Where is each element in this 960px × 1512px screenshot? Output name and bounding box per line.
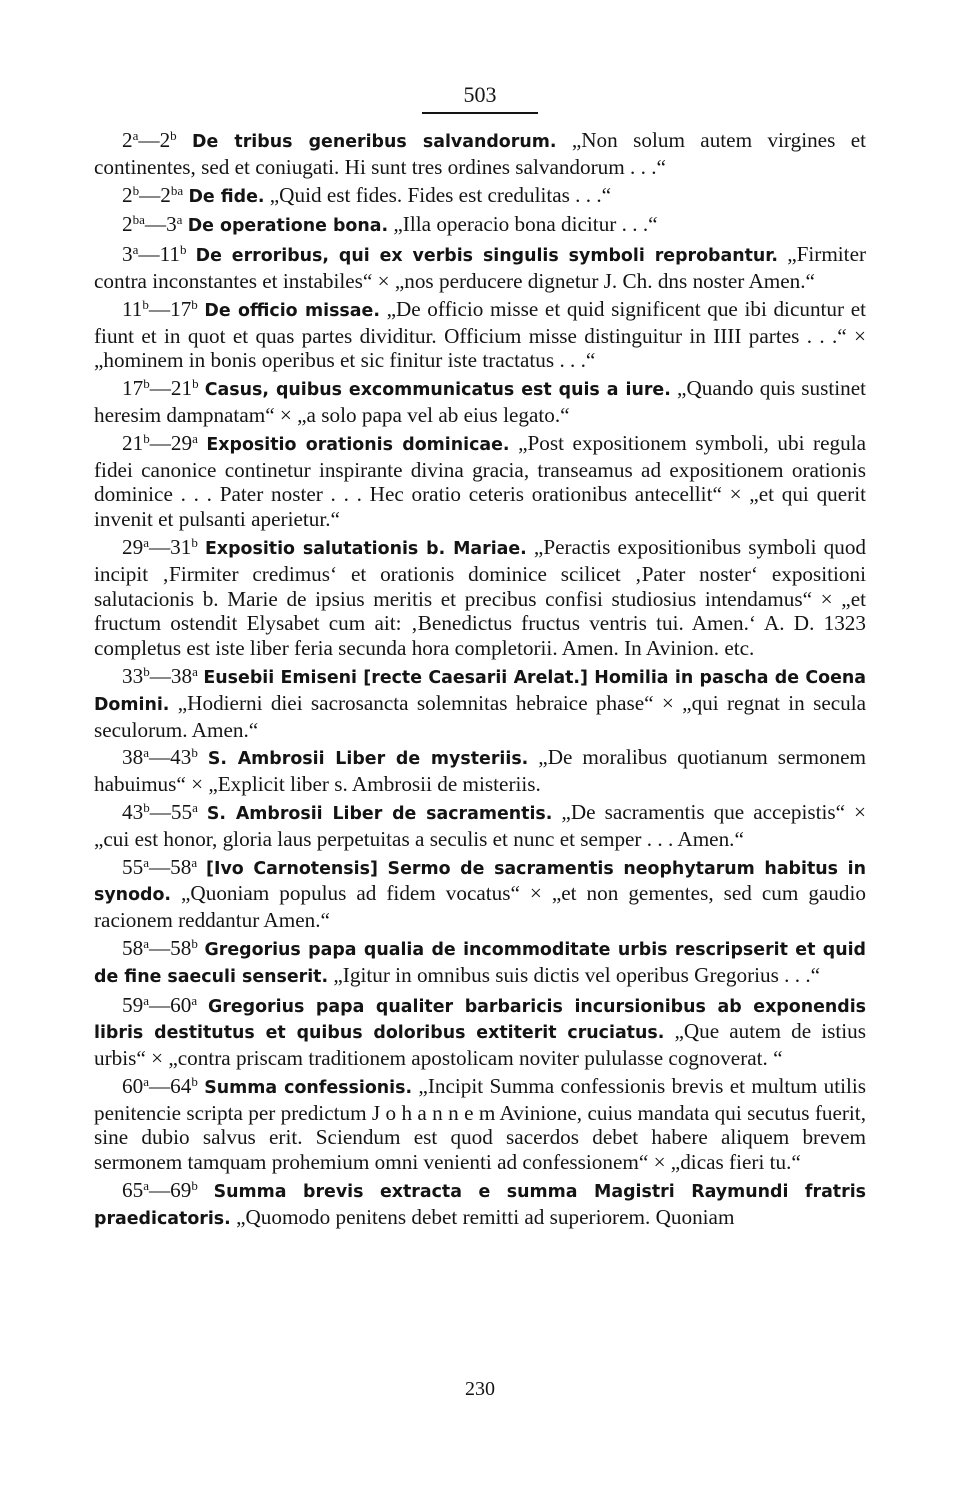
catalog-entry <box>94 242 866 294</box>
folio-reference: 55$^a$—58$^a$ <box>122 854 198 879</box>
entry-title: Eusebii Emiseni [recte Caesarii Arelat.] Homilia in pascha de Coena Domini. <box>94 667 866 715</box>
page-number: 503 <box>463 82 497 107</box>
entry-title: Expositio orationis dominicae. <box>206 434 510 455</box>
catalog-entry <box>94 376 866 428</box>
entry-text: „Post expositionem symboli, ubi regula fidei canonice continetur inspirante divina gracia, transeamus ad expositionem orationis dominice . . . Pater noster . . . Hec oratio ceteris orationibus antecellit“ × „et qui querit invenit et pulsanti aperietur.“ <box>94 430 866 532</box>
folio-reference: 3$^a$—11$^b$ <box>122 242 187 267</box>
catalog-entry <box>94 855 866 933</box>
entry-text: „Non solum autem virgines et continentes, sed et coniugati. Hi sunt tres ordines salvandorum . . .“ <box>94 128 866 179</box>
entry-title: Expositio salutationis b. Mariae. <box>204 538 527 559</box>
entry-title: S. Ambrosii Liber de mysteriis. <box>207 749 529 770</box>
document-page <box>94 82 866 1235</box>
entry-text: „Quoniam populus ad fidem vocatus“ × „et non gementes, sed cum gaudio racionem reddantur Amen.“ <box>94 881 866 933</box>
signature-mark: 230 <box>465 1378 495 1400</box>
entry-title: S. Ambrosii Liber de sacramentis. <box>206 803 553 824</box>
catalog-entry <box>94 664 866 742</box>
catalog-entry <box>94 535 866 661</box>
folio-reference: 59$^a$—60$^a$ <box>122 992 198 1017</box>
entry-title: De erroribus, qui ex verbis singulis symboli reprobantur. <box>195 246 779 267</box>
catalog-entry <box>94 431 866 532</box>
catalog-entry <box>94 993 866 1071</box>
entry-text: „Igitur in omnibus suis dictis vel operibus Gregorius . . .“ <box>333 962 821 987</box>
entry-title: Gregorius papa qualia de incommoditate urbis rescripserit et quid de fine saeculi senserit. <box>94 939 867 987</box>
entry-title: De tribus generibus salvandorum. <box>192 132 557 152</box>
catalog-entry <box>94 128 866 180</box>
folio-reference: 38$^a$—43$^b$ <box>122 745 198 770</box>
entry-title: Summa confessionis. <box>204 1077 413 1098</box>
entry-title: De operatione bona. <box>187 216 389 237</box>
catalog-entry <box>94 212 866 239</box>
entry-text: „Peractis expositionibus symboli quod incipit ‚Firmiter credimus‘ et orationis dominice scilicet ‚Pater noster‘ expositioni salutacionis b. Marie de ipsius meritis et precibus confisi studiosius intendamus“ × „et fructum ostendit Elysabet cum ait: ‚Benedictus fructus ventris tui. Amen.‘ A. D. 1323 completus est iste liber feria secunda hora completorii. Amen. In Avinion. etc. <box>94 534 867 661</box>
entry-title: [Ivo Carnotensis] Sermo de sacramentis neophytarum habitus in synodo. <box>94 858 867 906</box>
folio-reference: 58$^a$—58$^b$ <box>122 935 198 960</box>
entry-text: „Que autem de istius urbis“ × „contra priscam traditionem apostolicam noviter pululasse cognoverat. “ <box>94 1019 866 1071</box>
entry-text: „Incipit Summa confessionis brevis et multum utilis penitencie scripta per predictum J o h a n n e m Avinione, cuius mandata qui secutus fuerit, sine dubio salvus erit. Sciendum est quod sacerdos debet habere aliquem brevem sermonem tamquam prohemium omni venienti ad confessionem“ × „dicas fieri tu.“ <box>94 1073 867 1175</box>
entry-text: „Quando quis sustinet heresim dampnatam“ × „a solo papa vel ab eius legato.“ <box>94 376 867 427</box>
folio-reference: $2^{ba}—3^a$ <box>122 212 183 237</box>
folio-reference: 29$^a$—31$^b$ <box>122 534 198 559</box>
entry-title: Summa brevis extracta e summa Magistri Raymundi fratris praedicatoris. <box>94 1182 867 1229</box>
folio-reference: 33$^b$—38$^a$ <box>122 663 198 688</box>
folio-reference: 11$^b$—17$^b$ <box>122 296 198 321</box>
header-rule <box>422 112 538 114</box>
catalog-entries <box>94 128 866 1232</box>
catalog-entry <box>94 1074 866 1175</box>
folio-reference: 17$^b$—21$^b$ <box>122 376 199 401</box>
folio-reference: 60$^a$—64$^b$ <box>122 1073 198 1098</box>
entry-title: Gregorius papa qualiter barbaricis incursionibus ab exponendis libris destitutus et quibus doloribus extiterit cruciatus. <box>94 996 867 1044</box>
entry-text: „Hodierni diei sacrosancta solemnitas hebraice phase“ × „qui regnat in secula seculorum. Amen.“ <box>94 690 867 742</box>
catalog-entry <box>94 1178 866 1232</box>
entry-text: „Firmiter contra inconstantes et instabiles“ × „nos perducere dignetur J. Ch. dns noster Amen.“ <box>94 242 867 293</box>
folio-reference: 43$^b$—55$^a$ <box>122 799 198 824</box>
folio-reference: $2^b—2^{ba}$ <box>122 182 184 207</box>
catalog-entry <box>94 936 866 990</box>
entry-title: De fide. <box>188 186 265 207</box>
catalog-entry <box>94 800 866 852</box>
entry-title: De officio missae. <box>204 300 380 321</box>
catalog-entry <box>94 297 866 373</box>
entry-text: „De sacramentis que accepistis“ × „cui est honor, gloria laus perpetuitas a seculis et nunc et semper . . . Amen.“ <box>94 799 867 851</box>
entry-title: Casus, quibus excommunicatus est quis a iure. <box>204 380 671 401</box>
entry-text: „De officio misse et quid significent que ibi dicuntur et fiunt et in quot et quas partes dividitur. Officium misse distinguitur in IIII partes . . .“ × „hominem in bonis operibus et sic finitur iste tractatus . . .“ <box>94 296 866 373</box>
entry-text: „Quomodo penitens debet remitti ad superiorem. Quoniam <box>236 1204 735 1229</box>
folio-reference: 21$^b$—29$^a$ <box>122 430 198 455</box>
folio-reference: 65$^a$—69$^b$ <box>122 1178 198 1203</box>
entry-text: „Quid est fides. Fides est credulitas . . .“ <box>269 182 612 207</box>
entry-text: „De moralibus quotianum sermonem habuimus“ × „Explicit liber s. Ambrosii de misteriis. <box>94 745 867 797</box>
entry-text: „Illa operacio bona dicitur . . .“ <box>393 212 658 237</box>
catalog-entry <box>94 183 866 210</box>
catalog-entry <box>94 745 866 797</box>
folio-reference: 2$^a$—2$^b$ <box>122 128 177 152</box>
